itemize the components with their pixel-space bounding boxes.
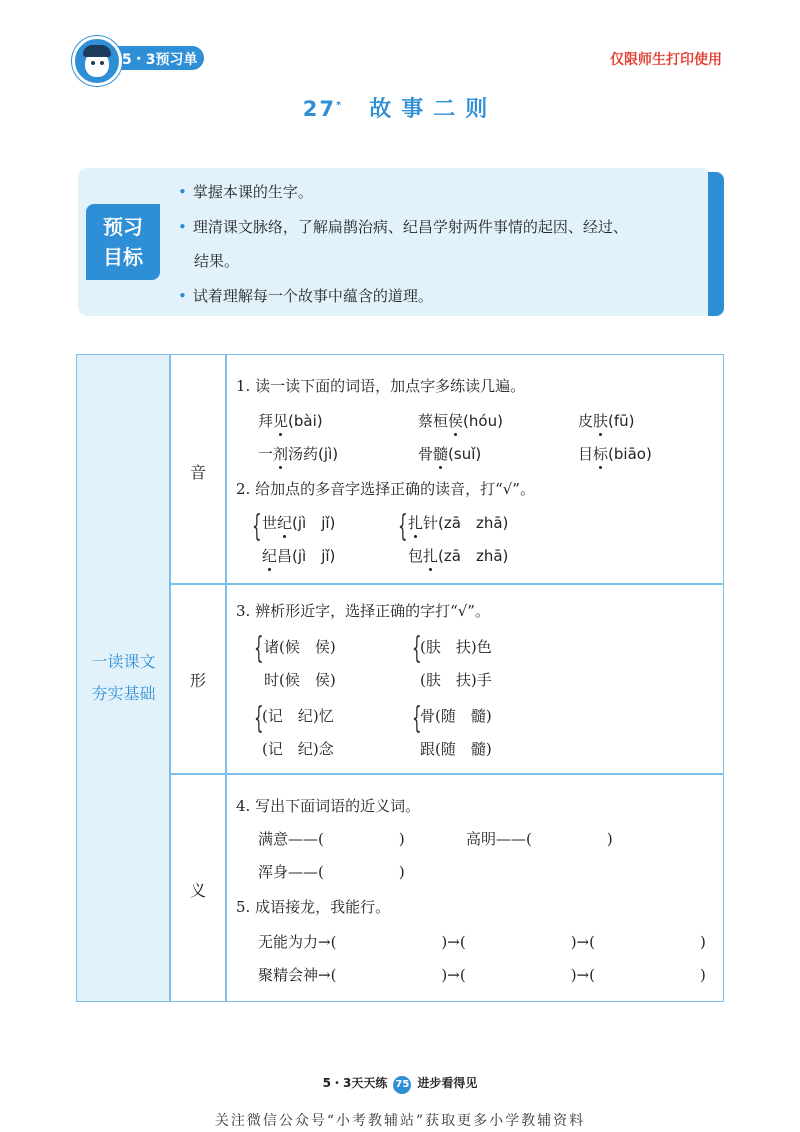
question-4-stem: 4. 写出下面词语的近义词。 xyxy=(236,797,421,815)
section-shape: 形 xyxy=(189,671,206,690)
brace: { xyxy=(412,631,422,666)
section-meaning: 义 xyxy=(189,881,206,900)
section-group-label: 一读课文 夯实基础 xyxy=(91,652,156,703)
question-3-stem: 3. 辨析形近字，选择正确的字打“√”。 xyxy=(236,602,490,620)
brace: { xyxy=(398,509,408,544)
q1-word: 一剂汤药(jì) xyxy=(258,445,339,463)
mascot-icon xyxy=(72,36,122,86)
question-5-stem: 5. 成语接龙，我能行。 xyxy=(236,898,391,916)
q2-item: 包扎(zā zhā) xyxy=(408,547,509,565)
q3-item: 骨(随 髓) xyxy=(420,707,492,725)
lesson-number: 27* xyxy=(302,97,344,121)
q2-item: 扎针(zā zhā) xyxy=(408,514,509,532)
brace: { xyxy=(412,701,422,736)
print-notice: 仅限师生打印使用 xyxy=(610,52,722,68)
goals-tag: 预习 目标 xyxy=(86,204,160,280)
q1-word: 拜见(bài) xyxy=(258,412,323,430)
q3-item: 时(候 侯) xyxy=(264,671,336,689)
q3-item: 诸(候 侯) xyxy=(264,638,336,656)
q1-word: 骨髓(suǐ) xyxy=(418,445,482,463)
page-number: 75 xyxy=(393,1076,411,1094)
q2-item: 纪昌(jì jǐ) xyxy=(262,547,336,565)
brace: { xyxy=(254,701,264,736)
goal-item: • 理清课文脉络，了解扁鹊治病、纪昌学射两件事情的起因、经过、 xyxy=(178,218,628,236)
section-sound: 音 xyxy=(189,463,206,482)
q3-item: (肤 扶)手 xyxy=(420,671,492,689)
header-badge-label: 5・3预习单 xyxy=(122,52,198,68)
q3-item: (记 纪)忆 xyxy=(262,707,334,725)
q4-blank[interactable]: 浑身——( ) xyxy=(258,863,405,881)
goal-item-continued: 结果。 xyxy=(194,252,240,270)
q1-word: 目标(biāo) xyxy=(578,445,652,463)
q1-word: 皮肤(fū) xyxy=(578,412,635,430)
goal-item: • 试着理解每一个故事中蕴含的道理。 xyxy=(178,287,433,305)
question-1-stem: 1. 读一读下面的词语，加点字多练读几遍。 xyxy=(236,377,526,395)
q5-chain-row[interactable]: 无能为力→( )→( )→( ) xyxy=(258,933,706,951)
watermark-text: 关注微信公众号“小考教辅站”获取更多小学教辅资料 xyxy=(214,1113,586,1129)
q3-item: 跟(随 髓) xyxy=(420,740,492,758)
page-title xyxy=(0,92,800,123)
q2-item: 世纪(jì jǐ) xyxy=(262,514,336,532)
lesson-name: 故事二则 xyxy=(369,97,498,122)
q3-item: (记 纪)念 xyxy=(262,740,334,758)
q3-item: (肤 扶)色 xyxy=(420,638,492,656)
q4-blank[interactable]: 满意——( ) xyxy=(258,830,405,848)
q4-blank[interactable]: 高明——( ) xyxy=(466,830,613,848)
table-divider xyxy=(170,773,723,775)
question-2-stem: 2. 给加点的多音字选择正确的读音，打“√”。 xyxy=(236,480,535,498)
q5-chain-row[interactable]: 聚精会神→( )→( )→( ) xyxy=(258,966,706,984)
goal-item: • 掌握本课的生字。 xyxy=(178,183,313,201)
page-footer: 5・3天天练 75 进步看得见 xyxy=(0,1074,800,1094)
brace: { xyxy=(252,509,262,544)
goals-panel-edge xyxy=(708,172,724,316)
table-divider xyxy=(170,583,723,585)
brace: { xyxy=(254,631,264,666)
q1-word: 蔡桓侯(hóu) xyxy=(418,412,503,430)
